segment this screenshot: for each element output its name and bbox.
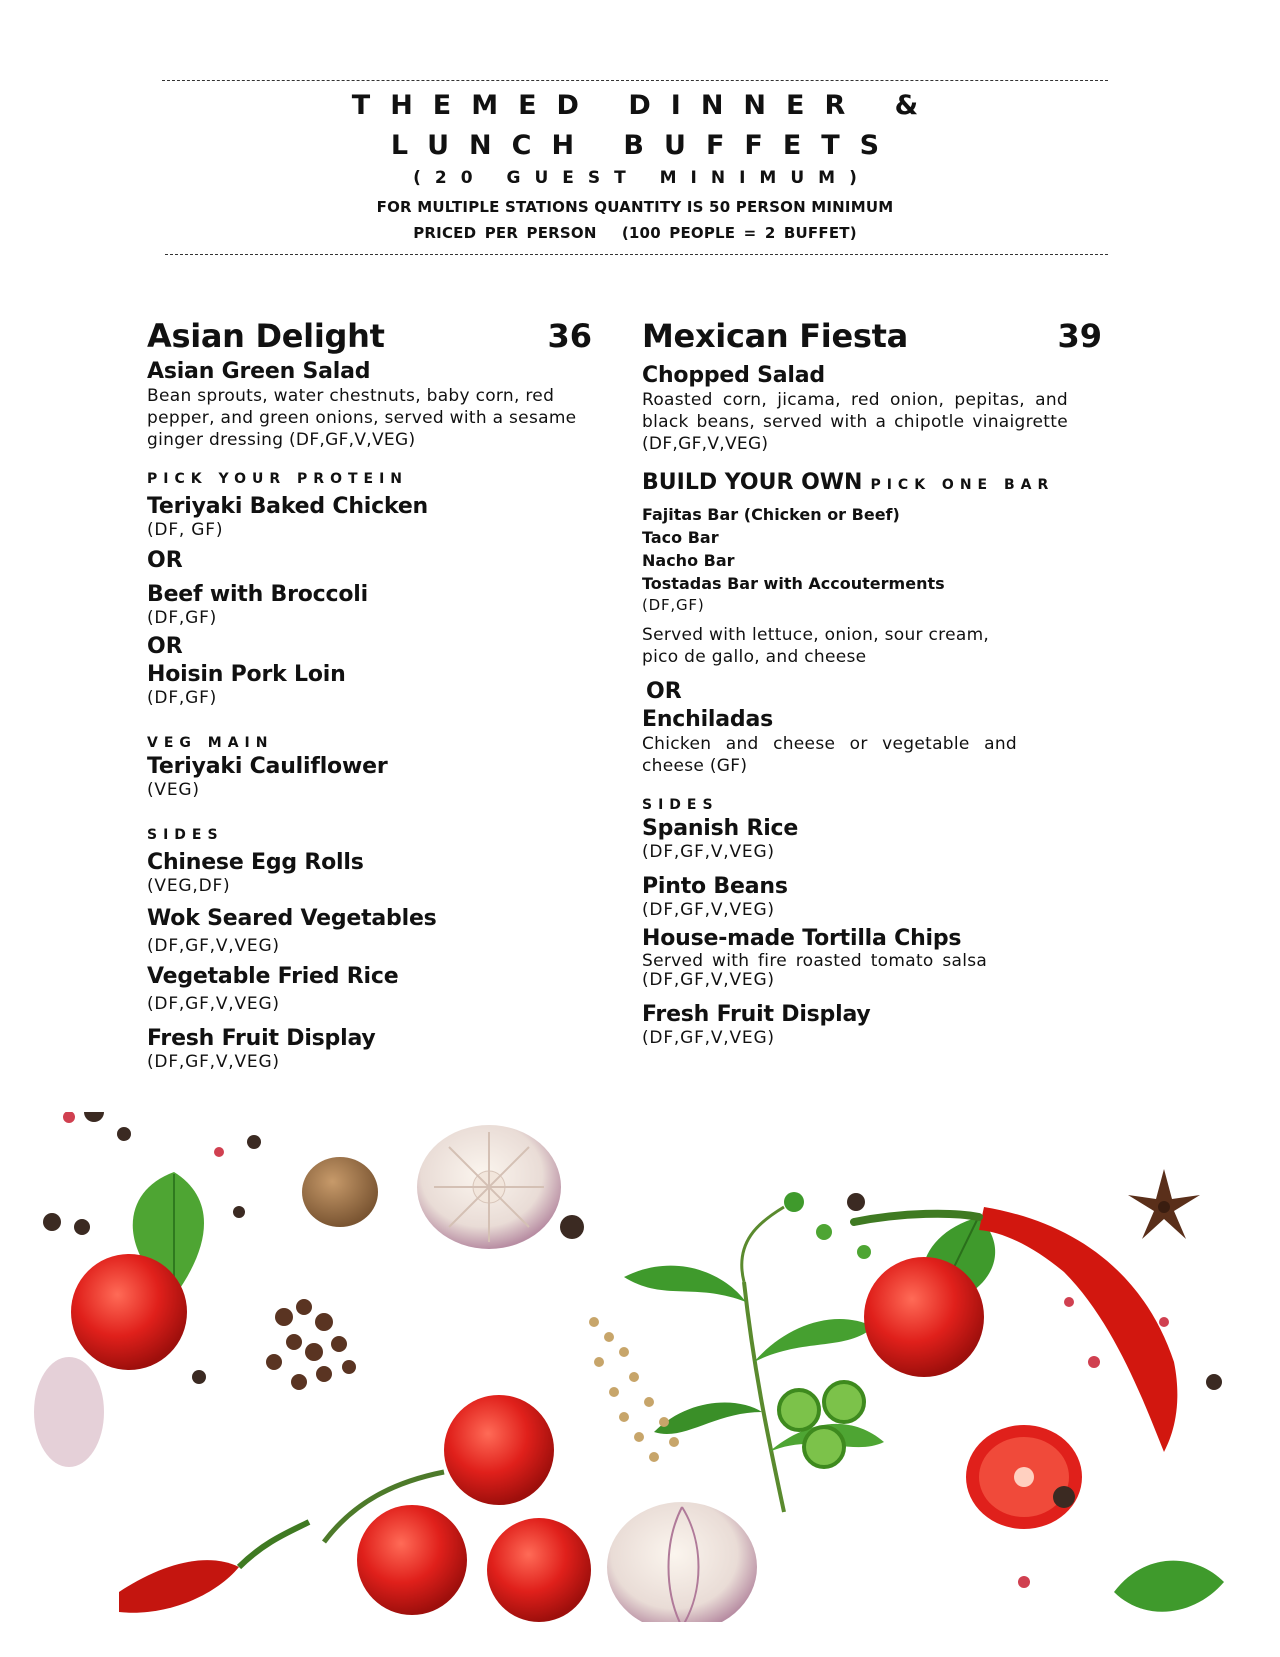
bar-option: Tostadas Bar with Accouterments	[642, 574, 945, 593]
star-anise-icon	[1128, 1169, 1200, 1239]
guest-minimum: (20 GUEST MINIMUM)	[413, 168, 871, 188]
tomato-icon	[864, 1257, 984, 1377]
tomato-icon	[444, 1395, 554, 1505]
bar-option: Nacho Bar	[642, 551, 735, 570]
side-item-name: House-made Tortilla Chips	[642, 926, 962, 951]
tomato-icon	[357, 1505, 467, 1615]
side-item-tags: (DF,GF,V,VEG)	[642, 1028, 775, 1048]
sides-section-label: SIDES	[642, 797, 719, 813]
build-your-own-title: BUILD YOUR OWN	[642, 470, 863, 495]
garlic-bulb-icon	[607, 1502, 757, 1622]
protein-item-name: Beef with Broccoli	[147, 582, 368, 607]
sides-section-label: SIDES	[147, 827, 224, 843]
side-item-name: Vegetable Fried Rice	[147, 964, 399, 989]
side-item-tags: (DF,GF,V,VEG)	[147, 994, 280, 1014]
basil-leaf-icon	[1114, 1561, 1224, 1612]
menu-section-title: Mexican Fiesta	[642, 317, 908, 355]
bar-tags: (DF,GF)	[642, 596, 705, 614]
cloves-icon	[266, 1299, 356, 1390]
side-item-tags: (DF,GF,V,VEG)	[642, 970, 775, 990]
side-item-name: Wok Seared Vegetables	[147, 906, 437, 931]
bar-option: Fajitas Bar (Chicken or Beef)	[642, 505, 900, 524]
dashed-divider-top	[162, 80, 1108, 81]
garlic-icon	[417, 1125, 561, 1249]
stations-note: FOR MULTIPLE STATIONS QUANTITY IS 50 PERSON MINIMUM	[376, 198, 894, 216]
enchiladas-description: Chicken and cheese or vegetable and cheese (GF)	[642, 734, 1017, 776]
salad-name: Asian Green Salad	[147, 359, 371, 384]
protein-item-name: Hoisin Pork Loin	[147, 662, 346, 687]
asian-delight-heading	[147, 316, 592, 358]
asian-delight-column	[147, 316, 592, 1073]
menu-header	[162, 76, 1108, 258]
produce-svg	[24, 1112, 1256, 1622]
nutmeg-icon	[302, 1157, 378, 1227]
salad-description: Bean sprouts, water chestnuts, baby corn, red pepper, and green onions, served with a sesame ginger dressing (DF,GF,V,VEG)	[147, 386, 577, 450]
side-item-name: Chinese Egg Rolls	[147, 850, 364, 875]
veg-main-tags: (VEG)	[147, 780, 200, 800]
or-divider: OR	[646, 679, 682, 704]
side-item-name: Fresh Fruit Display	[642, 1002, 871, 1027]
or-divider: OR	[147, 548, 183, 573]
pricing-note: PRICED PER PERSON (100 PEOPLE = 2 BUFFET)	[413, 224, 857, 242]
dashed-divider-bottom	[165, 254, 1108, 255]
produce-illustration	[24, 1112, 1256, 1622]
salad-description: Roasted corn, jicama, red onion, pepitas, and black beans, served with a chipotle vinaigrette (DF,GF,V,VEG)	[642, 390, 1068, 454]
mexican-fiesta-column	[642, 316, 1102, 1049]
side-item-name: Spanish Rice	[642, 816, 799, 841]
pick-one-bar-label: PICK ONE BAR	[870, 477, 1055, 493]
bar-description: Served with lettuce, onion, sour cream, pico de gallo, and cheese	[642, 625, 990, 667]
side-item-name: Pinto Beans	[642, 874, 788, 899]
garlic-clove-icon	[34, 1357, 104, 1467]
herb-sprig-icon	[624, 1192, 884, 1512]
green-chili-slice-icon	[779, 1382, 864, 1467]
menu-section-title: Asian Delight	[147, 317, 385, 355]
salad-name: Chopped Salad	[642, 363, 825, 388]
protein-item-tags: (DF,GF)	[147, 608, 218, 628]
tomato-icon	[71, 1254, 187, 1370]
side-item-tags: (DF,GF,V,VEG)	[642, 900, 775, 920]
chili-pepper-icon	[119, 1560, 239, 1613]
side-item-tags: (DF,GF,V,VEG)	[642, 842, 775, 862]
coriander-seeds-icon	[589, 1317, 679, 1462]
tomato-half-icon	[966, 1425, 1082, 1529]
tomato-icon	[487, 1518, 591, 1622]
protein-item-tags: (DF,GF)	[147, 688, 218, 708]
menu-section-price: 39	[1057, 317, 1102, 355]
menu-title-line-2: LUNCH BUFFETS	[390, 130, 900, 161]
menu-title-line-1: THEMED DINNER &	[351, 90, 939, 121]
or-divider: OR	[147, 634, 183, 659]
mexican-fiesta-heading	[642, 316, 1102, 358]
chili-pepper-icon	[979, 1207, 1177, 1452]
protein-item-tags: (DF, GF)	[147, 520, 224, 540]
side-item-name: Fresh Fruit Display	[147, 1026, 376, 1051]
menu-section-price: 36	[547, 317, 592, 355]
bar-option: Taco Bar	[642, 528, 719, 547]
side-item-description: Served with fire roasted tomato salsa	[642, 951, 988, 971]
enchiladas-name: Enchiladas	[642, 707, 774, 732]
protein-section-label: PICK YOUR PROTEIN	[147, 471, 409, 487]
protein-item-name: Teriyaki Baked Chicken	[147, 494, 429, 519]
veg-main-name: Teriyaki Cauliflower	[147, 754, 388, 779]
side-item-tags: (DF,GF,V,VEG)	[147, 1052, 280, 1072]
build-your-own-label	[642, 469, 1102, 499]
side-item-tags: (VEG,DF)	[147, 876, 231, 896]
side-item-tags: (DF,GF,V,VEG)	[147, 936, 280, 956]
veg-main-section-label: VEG MAIN	[147, 735, 274, 751]
